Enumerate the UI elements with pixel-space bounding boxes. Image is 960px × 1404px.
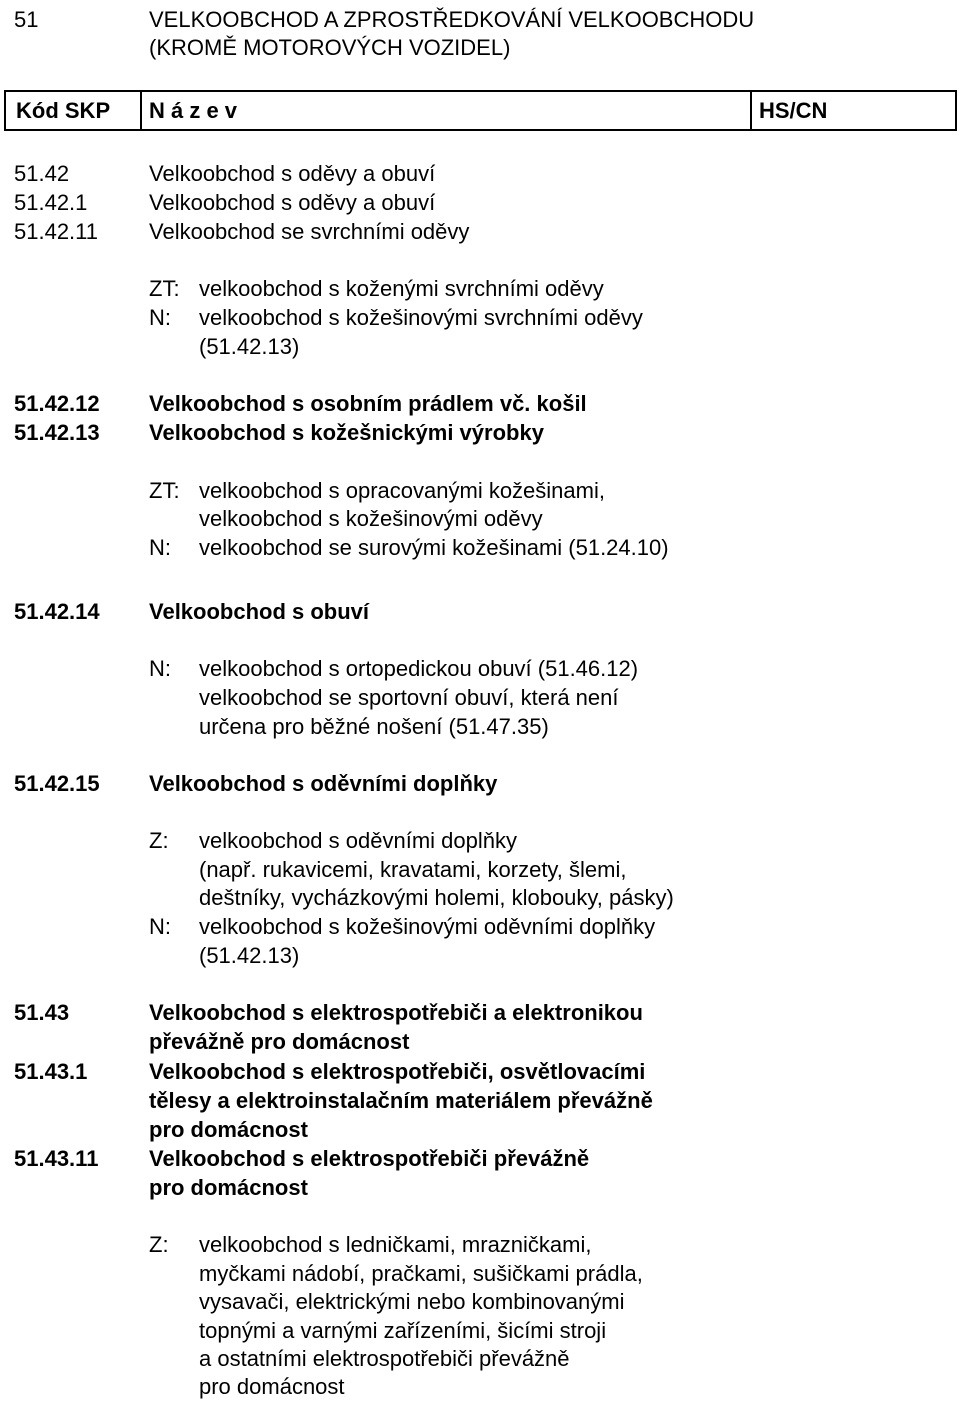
entry-name: pro domácnost — [149, 1117, 308, 1142]
note-line: velkoobchod s koženými svrchními oděvy — [199, 276, 604, 301]
note-tag: ZT: — [149, 276, 180, 301]
note-line: velkoobchod se sportovní obuví, která není — [199, 685, 619, 710]
entry-name: pro domácnost — [149, 1175, 308, 1200]
note-tag: ZT: — [149, 478, 180, 503]
entry-name: Velkoobchod se svrchními oděvy — [149, 219, 470, 244]
note-line: velkoobchod s ledničkami, mrazničkami, — [199, 1232, 592, 1257]
entry-name: Velkoobchod s oděvy a obuví — [149, 161, 436, 186]
note-line: velkoobchod s kožešinovými oděvy — [199, 506, 543, 531]
entry-name: Velkoobchod s oděvy a obuví — [149, 190, 436, 215]
note-line: myčkami nádobí, pračkami, sušičkami prádla, — [199, 1261, 643, 1286]
note-line: pro domácnost — [199, 1374, 345, 1399]
note-tag: N: — [149, 305, 171, 330]
entry-name: Velkoobchod s elektrospotřebiči, osvětlovacími — [149, 1059, 646, 1084]
entry-code: 51.43 — [14, 1000, 70, 1025]
entry-code: 51.42.15 — [14, 771, 100, 796]
section-title-line1: VELKOOBCHOD A ZPROSTŘEDKOVÁNÍ VELKOOBCHODU — [149, 7, 755, 32]
note-line: (51.42.13) — [199, 334, 300, 359]
note-line: velkoobchod s kožešinovými oděvními doplňky — [199, 914, 656, 939]
note-tag: N: — [149, 656, 171, 681]
note-tag: Z: — [149, 828, 169, 853]
entry-name: Velkoobchod s osobním prádlem vč. košil — [149, 391, 587, 416]
entry-name: Velkoobchod s kožešnickými výrobky — [149, 420, 544, 445]
note-line: (např. rukavicemi, kravatami, korzety, šlemi, — [199, 857, 627, 882]
entry-code: 51.42.14 — [14, 599, 100, 624]
table-header — [4, 90, 957, 131]
note-line: (51.42.13) — [199, 943, 300, 968]
note-tag: N: — [149, 914, 171, 939]
entry-code: 51.42.13 — [14, 420, 100, 445]
note-tag: Z: — [149, 1232, 169, 1257]
entry-name: tělesy a elektroinstalačním materiálem převážně — [149, 1088, 653, 1113]
entry-code: 51.43.1 — [14, 1059, 88, 1084]
note-line: vysavači, elektrickými nebo kombinovanými — [199, 1289, 625, 1314]
entry-code: 51.42.1 — [14, 190, 88, 215]
note-line: určena pro běžné nošení (51.47.35) — [199, 714, 549, 739]
entry-name: Velkoobchod s elektrospotřebiči a elektronikou — [149, 1000, 643, 1025]
entry-code: 51.42.11 — [14, 219, 99, 244]
note-line: velkoobchod s oděvními doplňky — [199, 828, 517, 853]
column-header-name: N á z e v — [149, 97, 238, 123]
note-line: velkoobchod s ortopedickou obuví (51.46.12) — [199, 656, 639, 681]
column-header-hscn: HS/CN — [759, 97, 828, 123]
column-header-code: Kód SKP — [16, 97, 111, 123]
note-line: velkoobchod s kožešinovými svrchními oděvy — [199, 305, 643, 330]
entry-name: převážně pro domácnost — [149, 1029, 410, 1054]
entry-code: 51.43.11 — [14, 1146, 99, 1171]
section-number: 51 — [14, 7, 39, 32]
column-divider — [750, 92, 752, 129]
entry-name: Velkoobchod s obuví — [149, 599, 370, 624]
note-line: deštníky, vycházkovými holemi, klobouky, pásky) — [199, 885, 674, 910]
entry-code: 51.42.12 — [14, 391, 100, 416]
entry-name: Velkoobchod s elektrospotřebiči převážně — [149, 1146, 590, 1171]
section-title-line2: (KROMĚ MOTOROVÝCH VOZIDEL) — [149, 35, 511, 60]
note-line: velkoobchod se surovými kožešinami (51.24.10) — [199, 535, 669, 560]
entry-code: 51.42 — [14, 161, 70, 186]
note-line: topnými a varnými zařízeními, šicími stroji — [199, 1318, 607, 1343]
column-divider — [140, 92, 142, 129]
note-line: a ostatními elektrospotřebiči převážně — [199, 1346, 570, 1371]
note-tag: N: — [149, 535, 171, 560]
note-line: velkoobchod s opracovanými kožešinami, — [199, 478, 605, 503]
entry-name: Velkoobchod s oděvními doplňky — [149, 771, 498, 796]
